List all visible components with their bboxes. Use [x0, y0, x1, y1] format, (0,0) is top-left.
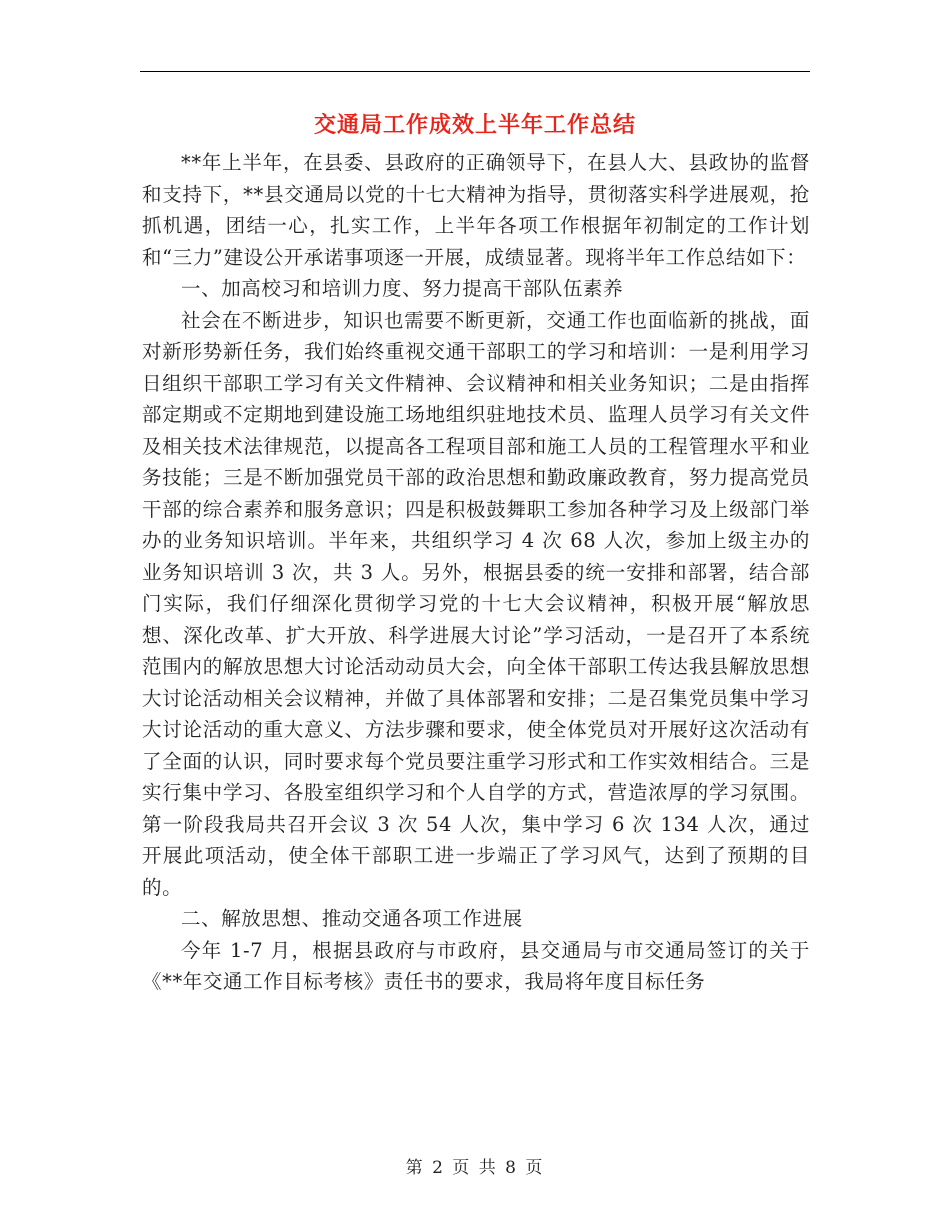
section-heading-1: 一、加高校习和培训力度、努力提高干部队伍素养 [181, 277, 624, 300]
document-body [142, 147, 810, 998]
header-rule [140, 71, 810, 72]
section-heading-2: 二、解放思想、推动交通各项工作进展 [181, 907, 523, 930]
page-number-footer: 第 2 页 共 8 页 [405, 1158, 545, 1178]
document-title: 交通局工作成效上半年工作总结 [313, 112, 636, 138]
paragraph-training: 社会在不断进步，知识也需要不断更新，交通工作也面临新的挑战，面对新形势新任务，我们始终重视交通干部职工的学习和培训：一是利用学习日组织干部职工学习有关文件精神、会议精神和相关业务知识；二是由指挥部定期或不定期地到建设施工场地组织驻地技术员、监理人员学习有关文件及相关技术法律规范，以提高各工程项目部和施工人员的工程管理水平和业务技能；三是不断加强党员干部的政治思想和勤政廉政教育，努力提高党员干部的综合素养和服务意识；四是积极鼓舞职工参加各种学习及上级部门举办的业务知识培训。半年来，共组织学习 4 次 68 人次，参加上级主办的业务知识培训 3 次，共 3 人。另外，根据县委的统一安排和部署，结合部门实际，我们仔细深化贯彻学习党的十七大会议精神，积极开展“解放思想、深化改革、扩大开放、科学进展大讨论”学习活动，一是召开了本系统范围内的解放思想大讨论活动动员大会，向全体干部职工传达我县解放思想大讨论活动相关会议精神，并做了具体部署和安排；二是召集党员集中学习大讨论活动的重大意义、方法步骤和要求，使全体党员对开展好这次活动有了全面的认识，同时要求每个党员要注重学习形式和工作实效相结合。三是实行集中学习、各股室组织学习和个人自学的方式，营造浓厚的学习氛围。第一阶段我局共召开会议 3 次 54 人次，集中学习 6 次 134 人次，通过开展此项活动，使全体干部职工进一步端正了学习风气，达到了预期的目的。 [142, 308, 810, 899]
paragraph-intro: **年上半年，在县委、县政府的正确领导下，在县人大、县政协的监督和支持下，**县交通局以党的十七大精神为指导，贯彻落实科学进展观，抢抓机遇，团结一心，扎实工作，上半年各项工作根据年初制定的工作计划和“三力”建设公开承诺事项逐一开展，成绩显著。现将半年工作总结如下： [142, 151, 810, 269]
paragraph-targets: 今年 1-7 月，根据县政府与市政府，县交通局与市交通局签订的关于《**年交通工作目标考核》责任书的要求，我局将年度目标任务 [142, 938, 810, 993]
